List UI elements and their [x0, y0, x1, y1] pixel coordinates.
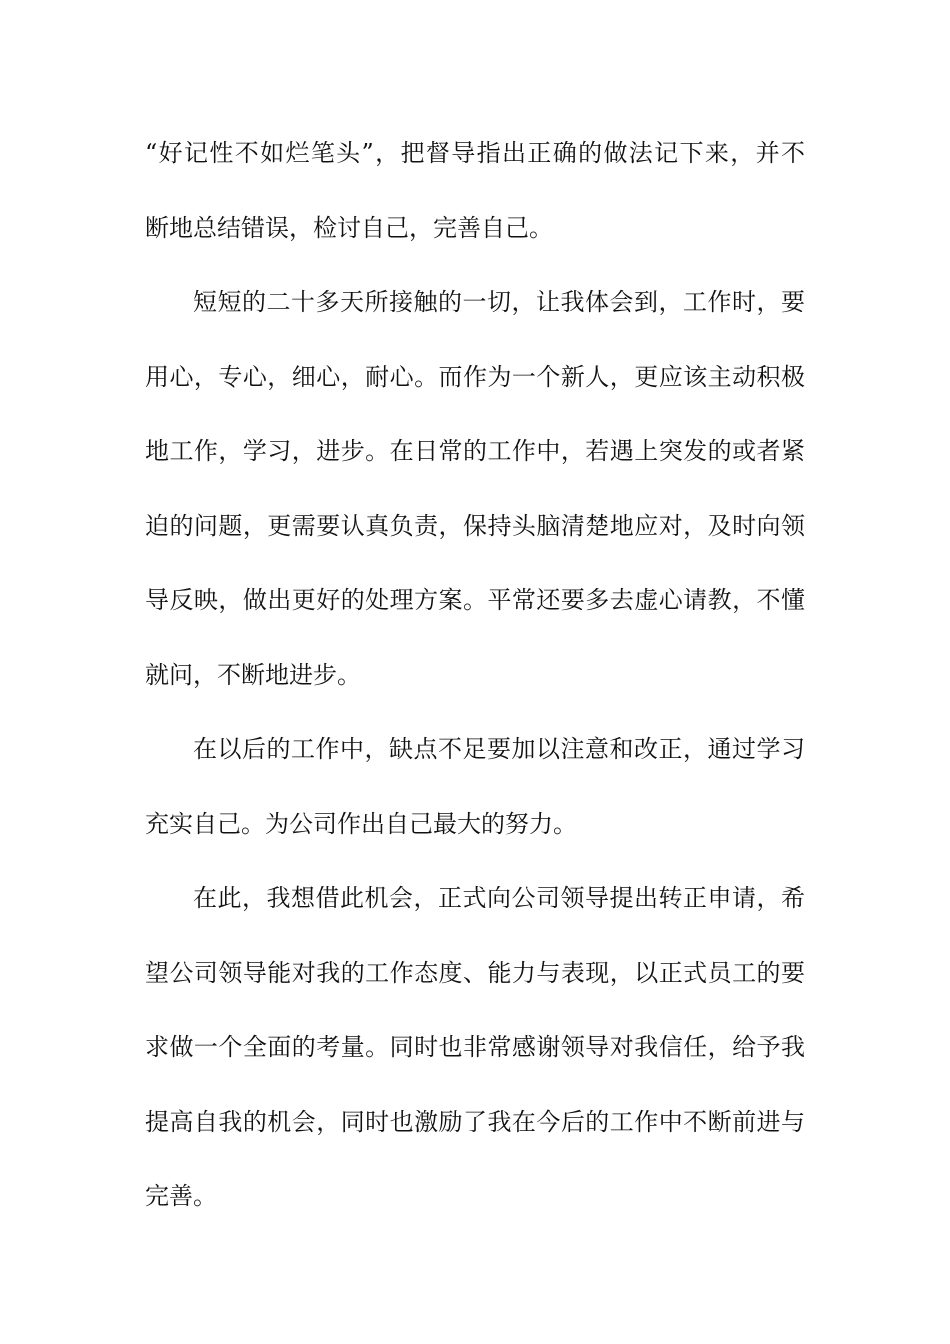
paragraph-first-line: 在以后的工作中，缺点不足要加以注意和改正，通过学习 [193, 735, 805, 763]
text-line: 用心，专心，细心，耐心。而作为一个新人，更应该主动积极 [145, 362, 805, 391]
text-line: 就问，不断地进步。 [145, 660, 361, 689]
paragraph-first-line: 短短的二十多天所接触的一切，让我体会到，工作时，要 [193, 288, 805, 316]
document-body [145, 128, 805, 1246]
paragraph-first-line: 在此，我想借此机会，正式向公司领导提出转正申请，希 [193, 884, 805, 912]
text-line: “好记性不如烂笔头”，把督导指出正确的做法记下来，并不 [145, 139, 805, 167]
text-line: 求做一个全面的考量。同时也非常感谢领导对我信任，给予我 [145, 1033, 805, 1061]
text-line: 望公司领导能对我的工作态度、能力与表现，以正式员工的要 [145, 958, 805, 987]
text-line: 地工作，学习，进步。在日常的工作中，若遇上突发的或者紧 [145, 437, 805, 465]
text-line: 迫的问题，更需要认真负责，保持头脑清楚地应对，及时向领 [145, 511, 805, 540]
text-line: 提高自我的机会，同时也激励了我在今后的工作中不断前进与 [145, 1107, 805, 1136]
text-line: 充实自己。为公司作出自己最大的努力。 [145, 809, 577, 838]
text-line: 导反映，做出更好的处理方案。平常还要多去虚心请教，不懂 [145, 586, 805, 614]
text-line: 断地总结错误，检讨自己，完善自己。 [145, 213, 553, 242]
text-line: 完善。 [145, 1182, 217, 1210]
